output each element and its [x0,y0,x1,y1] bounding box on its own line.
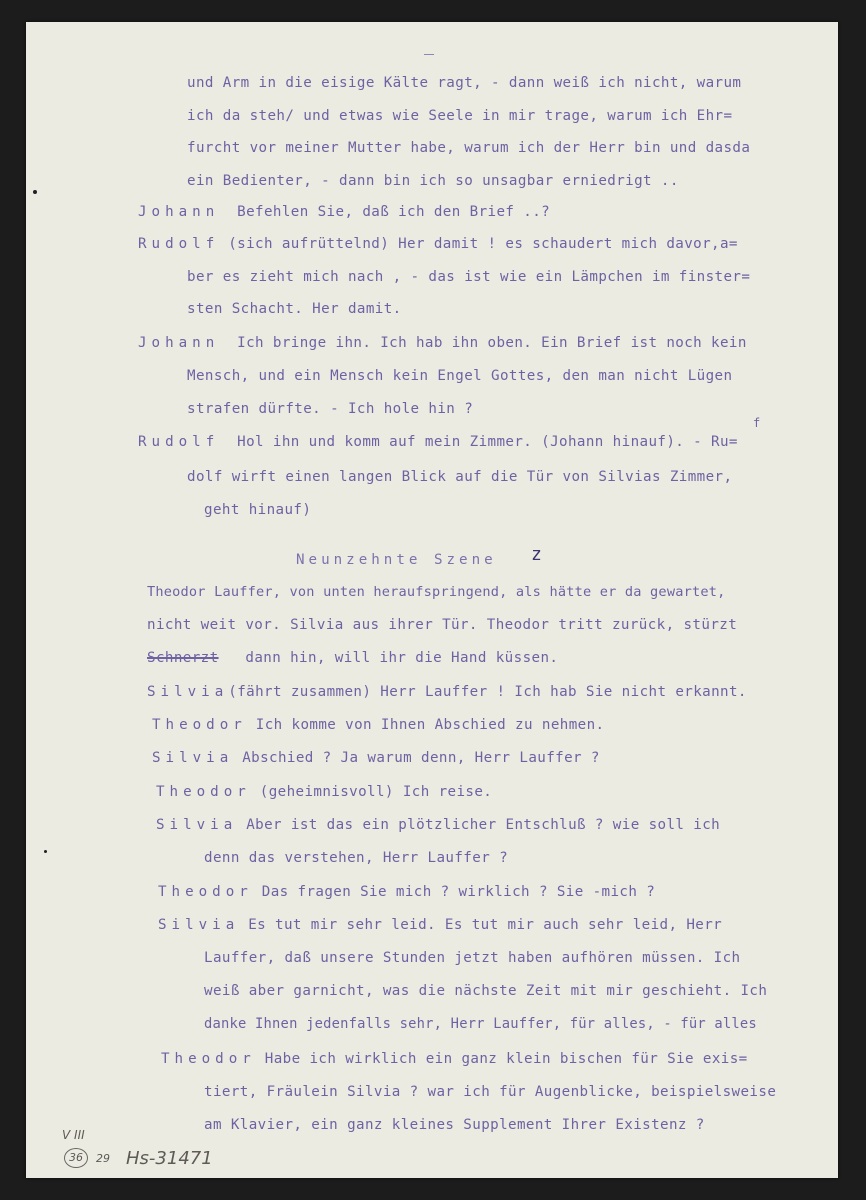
stage-direction: nicht weit vor. Silvia aus ihrer Tür. Theodor tritt zurück, stürzt [147,617,738,633]
stage-direction [147,649,558,667]
text-line: ich da steh/ und etwas wie Seele in mir trage, warum ich Ehr= [187,108,733,124]
speech-text: Aber ist das ein plötzlicher Entschluß ? wie soll ich [246,817,721,833]
correction-mark: f [753,416,761,430]
text-line: strafen dürfte. - Ich hole hin ? [187,401,474,417]
margin-dot [33,190,37,194]
dialogue-line [138,334,747,352]
speaker-name: Rudolf [138,236,220,252]
speech-text: (sich aufrüttelnd) Her damit ! es schaudert mich davor,a= [228,236,738,252]
text-line: am Klavier, ein ganz kleines Supplement Ihrer Existenz ? [204,1117,705,1133]
text-line: ein Bedienter, - dann bin ich so unsagbar erniedrigt .. [187,173,679,189]
text-line: Lauffer, daß unsere Stunden jetzt haben aufhören müssen. Ich [204,950,741,966]
speaker-name: Silvia [147,684,229,700]
dialogue-line [138,433,738,451]
dialogue-line [161,1050,748,1068]
speaker-name: Theodor [156,784,251,800]
text-line: geht hinauf) [204,502,312,518]
page-mark [424,54,434,55]
speech-text: Ich komme von Ihnen Abschied zu nehmen. [255,717,605,733]
pencil-note: V III [62,1128,85,1142]
text-line: danke Ihnen jedenfalls sehr, Herr Lauffer, für alles, - für alles [204,1016,757,1032]
speech-text: (fährt zusammen) Herr Lauffer ! Ich hab Sie nicht erkannt. [228,684,747,700]
speech-text: Habe ich wirklich ein ganz klein bischen für Sie exis= [264,1051,748,1067]
speech-text: Hol ihn und komm auf mein Zimmer. (Johann hinauf). - Ru= [237,434,738,450]
text-line: tiert, Fräulein Silvia ? war ich für Augenblicke, beispielsweise [204,1084,777,1100]
speaker-name: Johann [138,204,220,220]
pencil-circled-number: 36 [64,1148,88,1168]
margin-dot [44,850,47,853]
pencil-signature: Hs-31471 [126,1148,213,1169]
speech-text: (geheimnisvoll) Ich reise. [259,784,493,800]
speech-text: Das fragen Sie mich ? wirklich ? Sie -mich ? [261,884,656,900]
document-page [26,22,838,1178]
dialogue-line [156,816,720,834]
speech-text: Es tut mir sehr leid. Es tut mir auch sehr leid, Herr [248,917,723,933]
dialogue-line [152,749,600,767]
text-line: sten Schacht. Her damit. [187,301,402,317]
stage-direction: Theodor Lauffer, von unten heraufspringend, als hätte er da gewartet, [147,584,726,600]
speaker-name: Johann [138,335,220,351]
pencil-note: 29 [96,1152,110,1165]
dialogue-line [138,235,738,253]
struck-word: Schnerzt [147,650,219,666]
speaker-name: Silvia [156,817,238,833]
correction-mark: z [531,544,543,565]
text-line: ber es zieht mich nach , - das ist wie ein Lämpchen im finster= [187,269,751,285]
speech-text: Ich bringe ihn. Ich hab ihn oben. Ein Brief ist noch kein [237,335,747,351]
text-line: furcht vor meiner Mutter habe, warum ich der Herr bin und dasda [187,140,751,156]
scene-heading: Neunzehnte Szene [296,552,497,568]
dialogue-line [158,916,722,934]
speaker-name: Theodor [161,1051,256,1067]
text-line: weiß aber garnicht, was die nächste Zeit mit mir geschieht. Ich [204,983,768,999]
speaker-name: Silvia [158,917,240,933]
dialogue-line [156,783,492,801]
speaker-name: Theodor [158,884,253,900]
speech-text: Befehlen Sie, daß ich den Brief ..? [237,204,551,220]
dialogue-line [158,883,655,901]
speaker-name: Rudolf [138,434,220,450]
speech-text: dann hin, will ihr die Hand küssen. [245,650,559,666]
speech-text: Abschied ? Ja warum denn, Herr Lauffer ? [242,750,600,766]
speaker-name: Theodor [152,717,247,733]
text-line: dolf wirft einen langen Blick auf die Tür von Silvias Zimmer, [187,469,733,485]
speaker-name: Silvia [152,750,234,766]
text-line: denn das verstehen, Herr Lauffer ? [204,850,509,866]
text-line: und Arm in die eisige Kälte ragt, - dann weiß ich nicht, warum [187,75,742,91]
dialogue-line [138,203,550,221]
text-line: Mensch, und ein Mensch kein Engel Gottes, den man nicht Lügen [187,368,733,384]
dialogue-line [147,683,747,701]
dialogue-line [152,716,604,734]
